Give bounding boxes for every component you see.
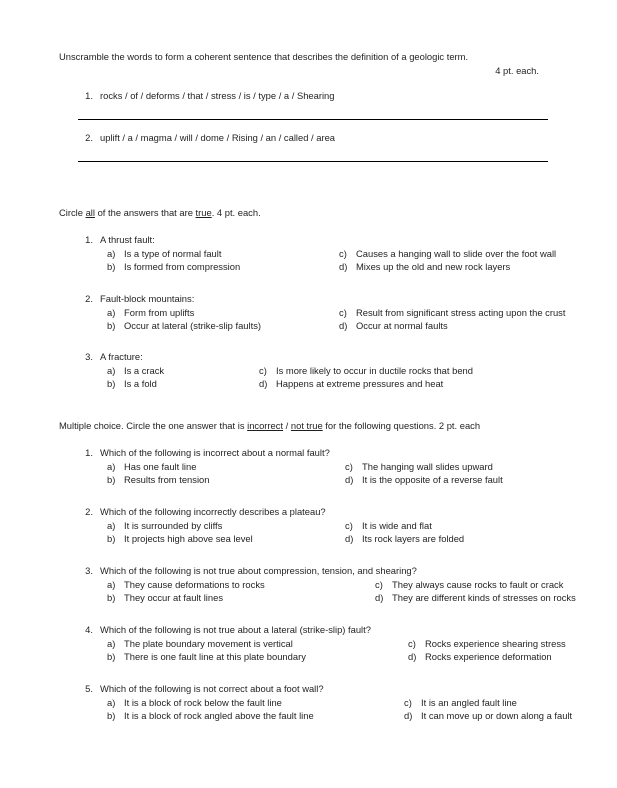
s3-q1-option-b[interactable] <box>107 473 209 487</box>
s2-q3-option-d[interactable] <box>259 377 443 391</box>
s2-q1-option-b-text: Is formed from compression <box>124 261 241 272</box>
s2-q2-number: 2. <box>85 293 93 304</box>
s3-q5-option-d-label: d) <box>404 710 413 721</box>
s2-q1-option-c[interactable] <box>339 247 556 261</box>
s3-q3-option-d-text: They are different kinds of stresses on rocks <box>392 592 576 603</box>
s2-q2-stem: Fault-block mountains: <box>100 293 195 304</box>
s3-q1-option-d[interactable] <box>345 473 503 487</box>
s2-q3-number: 3. <box>85 351 93 362</box>
s2-q2-row-a <box>107 306 566 320</box>
s3-question-2 <box>59 505 465 546</box>
s3-q4-option-d[interactable] <box>408 650 552 664</box>
section3-underline-incorrect: incorrect <box>247 420 284 431</box>
s3-q1-stem-row <box>59 446 330 460</box>
s3-q2-stem: Which of the following incorrectly describes a plateau? <box>100 506 326 517</box>
s3-question-4 <box>59 623 566 664</box>
s3-q1-row-b <box>107 473 503 487</box>
s3-q2-option-a-label: a) <box>107 519 116 531</box>
s3-q4-option-b[interactable] <box>107 650 306 664</box>
s3-q4-option-d-text: Rocks experience deformation <box>425 651 552 662</box>
s3-q3-stem-row <box>59 564 417 578</box>
s3-q4-option-c-label: c) <box>408 637 416 649</box>
s3-q2-option-b[interactable] <box>107 532 253 546</box>
section3-instruction <box>59 419 480 433</box>
s3-q1-option-c[interactable] <box>345 460 493 474</box>
s3-q2-stem-row <box>59 505 326 519</box>
s3-q3-option-c-text: They always cause rocks to fault or crack <box>392 578 564 590</box>
s2-q3-option-a-text: Is a crack <box>124 364 165 376</box>
s3-q5-option-c-label: c) <box>404 696 412 708</box>
s2-q1-answers <box>59 247 557 274</box>
s3-q5-stem-row <box>59 682 324 696</box>
s2-q2-option-c-label: c) <box>339 306 347 318</box>
s2-q2-row-b <box>107 319 448 333</box>
s3-q2-option-c[interactable] <box>345 519 432 533</box>
s3-q3-stem: Which of the following is not true about compression, tension, and shearing? <box>100 565 417 576</box>
s3-q3-row-b <box>107 591 576 605</box>
s2-q2-answers <box>59 306 566 333</box>
s3-q1-row-a <box>107 460 493 474</box>
s3-q5-option-b[interactable] <box>107 709 314 723</box>
scramble-item-2 <box>59 131 559 145</box>
s3-q3-option-b[interactable] <box>107 591 223 605</box>
s2-q3-answers <box>59 364 473 391</box>
s3-q1-answers <box>59 460 503 487</box>
s2-q2-option-b[interactable] <box>107 319 261 333</box>
section2-underline-all: all <box>85 207 95 218</box>
s3-q4-option-b-label: b) <box>107 651 116 662</box>
s2-q1-option-c-label: c) <box>339 247 347 259</box>
s2-q3-option-d-text: Happens at extreme pressures and heat <box>276 378 444 389</box>
s2-q2-option-b-text: Occur at lateral (strike-slip faults) <box>124 320 262 331</box>
section-unscramble <box>59 50 559 162</box>
s3-q4-option-d-label: d) <box>408 651 417 662</box>
s2-q3-stem-row <box>59 350 143 364</box>
section1-instruction: Unscramble the words to form a coherent sentence that describes the definition of a geologic term. <box>59 51 469 62</box>
answer-rule-1 <box>78 119 548 120</box>
s3-q3-number: 3. <box>85 565 93 576</box>
s3-question-5 <box>59 682 573 723</box>
s2-q2-option-c[interactable] <box>339 306 565 320</box>
section2-instruction-post: . 4 pt. each. <box>211 207 261 218</box>
s3-q2-option-d[interactable] <box>345 532 464 546</box>
s2-q3-option-a-label: a) <box>107 364 116 376</box>
section3-underline-not-true: not true <box>290 420 323 431</box>
s3-q3-option-d[interactable] <box>375 591 576 605</box>
s2-q1-number: 1. <box>85 234 93 245</box>
s3-q1-option-b-label: b) <box>107 474 116 485</box>
s2-q2-option-a[interactable] <box>107 306 194 320</box>
s3-question-3 <box>59 564 576 605</box>
answer-rule-2 <box>78 161 548 162</box>
s3-q2-answers <box>59 519 465 546</box>
s3-q4-row-b <box>107 650 552 664</box>
s3-q1-option-c-label: c) <box>345 460 353 472</box>
s2-q2-option-a-text: Form from uplifts <box>124 306 195 318</box>
s2-q1-option-d-text: Mixes up the old and new rock layers <box>356 261 511 272</box>
section2-instruction <box>59 206 261 220</box>
s2-q3-option-c[interactable] <box>259 364 473 378</box>
section2-instruction-pre: Circle <box>59 207 86 218</box>
s3-q3-answers <box>59 578 576 605</box>
s2-q2-option-a-label: a) <box>107 306 116 318</box>
scramble-item-2-text: uplift / a / magma / will / dome / Rising / an / called / area <box>100 132 335 143</box>
s2-question-1 <box>59 233 557 274</box>
s3-q1-option-a-text: Has one fault line <box>124 460 197 472</box>
s3-q1-option-c-text: The hanging wall slides upward <box>362 460 493 472</box>
s3-q5-option-c-text: It is an angled fault line <box>421 696 517 708</box>
s2-q2-option-b-label: b) <box>107 320 116 331</box>
s3-q3-option-a[interactable] <box>107 578 265 592</box>
s3-q4-option-a-label: a) <box>107 637 116 649</box>
s3-q2-option-a[interactable] <box>107 519 222 533</box>
s3-q3-option-b-label: b) <box>107 592 116 603</box>
s2-question-2 <box>59 292 566 333</box>
s2-q3-row-a <box>107 364 473 378</box>
s3-q5-option-d[interactable] <box>404 709 572 723</box>
s2-question-3 <box>59 350 473 391</box>
s2-q2-stem-row <box>59 292 194 306</box>
s2-q2-option-d-label: d) <box>339 320 348 331</box>
s3-q2-option-c-text: It is wide and flat <box>362 519 432 531</box>
s3-q1-number: 1. <box>85 447 93 458</box>
s2-q3-option-d-label: d) <box>259 378 268 389</box>
s3-q1-option-d-text: It is the opposite of a reverse fault <box>362 474 503 485</box>
s3-q5-answers <box>59 696 573 723</box>
s3-q5-option-a[interactable] <box>107 696 282 710</box>
s3-q2-row-b <box>107 532 465 546</box>
s3-q5-option-a-text: It is a block of rock below the fault line <box>124 696 282 708</box>
section3-instruction-post: for the following questions. 2 pt. each <box>322 420 481 431</box>
s2-q1-option-d[interactable] <box>339 260 510 274</box>
s3-q5-stem: Which of the following is not correct about a foot wall? <box>100 683 324 694</box>
s2-q1-row-a <box>107 247 557 261</box>
s2-q2-option-c-text: Result from significant stress acting upon the crust <box>356 306 566 318</box>
s3-q2-number: 2. <box>85 506 93 517</box>
section1-points-note: 4 pt. each. <box>495 65 539 76</box>
s2-q3-option-c-label: c) <box>259 364 267 376</box>
s3-q5-option-b-text: It is a block of rock angled above the fault line <box>124 710 314 721</box>
s3-q4-answers <box>59 637 566 664</box>
s3-q4-option-a[interactable] <box>107 637 293 651</box>
s3-q2-row-a <box>107 519 432 533</box>
s3-q1-option-d-label: d) <box>345 474 354 485</box>
scramble-item-1 <box>59 89 559 103</box>
s2-q3-row-b <box>107 377 444 391</box>
s3-q3-option-b-text: They occur at fault lines <box>124 592 224 603</box>
s2-q3-option-b[interactable] <box>107 377 157 391</box>
s3-question-1 <box>59 446 503 487</box>
scramble-item-1-text: rocks / of / deforms / that / stress / is / type / a / Shearing <box>100 90 335 101</box>
s2-q3-option-b-text: Is a fold <box>124 378 157 389</box>
s2-q1-stem: A thrust fault: <box>100 234 155 245</box>
s3-q1-option-b-text: Results from tension <box>124 474 210 485</box>
s3-q3-option-d-label: d) <box>375 592 384 603</box>
s3-q3-option-c[interactable] <box>375 578 563 592</box>
s2-q1-option-a[interactable] <box>107 247 221 261</box>
s2-q1-option-b-label: b) <box>107 261 116 272</box>
s2-q1-option-d-label: d) <box>339 261 348 272</box>
s3-q2-option-b-text: It projects high above sea level <box>124 533 253 544</box>
s2-q3-stem: A fracture: <box>100 351 143 362</box>
s3-q4-option-a-text: The plate boundary movement is vertical <box>124 637 293 649</box>
s3-q1-option-a[interactable] <box>107 460 196 474</box>
s3-q3-option-a-label: a) <box>107 578 116 590</box>
s2-q2-option-d[interactable] <box>339 319 448 333</box>
s3-q2-option-b-label: b) <box>107 533 116 544</box>
s2-q1-stem-row <box>59 233 155 247</box>
s3-q4-row-a <box>107 637 566 651</box>
s2-q3-option-a[interactable] <box>107 364 164 378</box>
section2-underline-true: true <box>195 207 212 218</box>
s3-q2-option-c-label: c) <box>345 519 353 531</box>
s3-q5-option-b-label: b) <box>107 710 116 721</box>
s3-q5-option-d-text: It can move up or down along a fault <box>421 710 573 721</box>
s3-q1-option-a-label: a) <box>107 460 116 472</box>
section3-instruction-pre: Multiple choice. Circle the one answer that is <box>59 420 248 431</box>
scramble-item-2-number: 2. <box>85 132 93 143</box>
s3-q4-option-b-text: There is one fault line at this plate boundary <box>124 651 306 662</box>
s2-q1-row-b <box>107 260 511 274</box>
s3-q5-option-c[interactable] <box>404 696 517 710</box>
s3-q4-stem: Which of the following is not true about a lateral (strike-slip) fault? <box>100 624 371 635</box>
s3-q2-option-d-text: Its rock layers are folded <box>362 533 465 544</box>
section3-instruction-mid: / <box>283 420 291 431</box>
s3-q3-option-a-text: They cause deformations to rocks <box>124 578 265 590</box>
s3-q4-number: 4. <box>85 624 93 635</box>
s2-q3-option-c-text: Is more likely to occur in ductile rocks that bend <box>276 364 473 376</box>
s2-q1-option-a-text: Is a type of normal fault <box>124 247 222 259</box>
s3-q2-option-a-text: It is surrounded by cliffs <box>124 519 223 531</box>
s3-q4-option-c-text: Rocks experience shearing stress <box>425 637 566 649</box>
scramble-item-1-number: 1. <box>85 90 93 101</box>
section2-instruction-mid: of the answers that are <box>94 207 196 218</box>
s3-q5-option-a-label: a) <box>107 696 116 708</box>
s2-q1-option-a-label: a) <box>107 247 116 259</box>
s3-q5-number: 5. <box>85 683 93 694</box>
s3-q5-row-b <box>107 709 573 723</box>
s2-q1-option-c-text: Causes a hanging wall to slide over the foot wall <box>356 247 557 259</box>
s3-q3-option-c-label: c) <box>375 578 383 590</box>
s2-q2-option-d-text: Occur at normal faults <box>356 320 448 331</box>
s3-q3-row-a <box>107 578 564 592</box>
s3-q4-option-c[interactable] <box>408 637 566 651</box>
s3-q5-row-a <box>107 696 517 710</box>
s3-q1-stem: Which of the following is incorrect about a normal fault? <box>100 447 330 458</box>
s3-q2-option-d-label: d) <box>345 533 354 544</box>
s3-q4-stem-row <box>59 623 371 637</box>
s2-q1-option-b[interactable] <box>107 260 240 274</box>
s2-q3-option-b-label: b) <box>107 378 116 389</box>
